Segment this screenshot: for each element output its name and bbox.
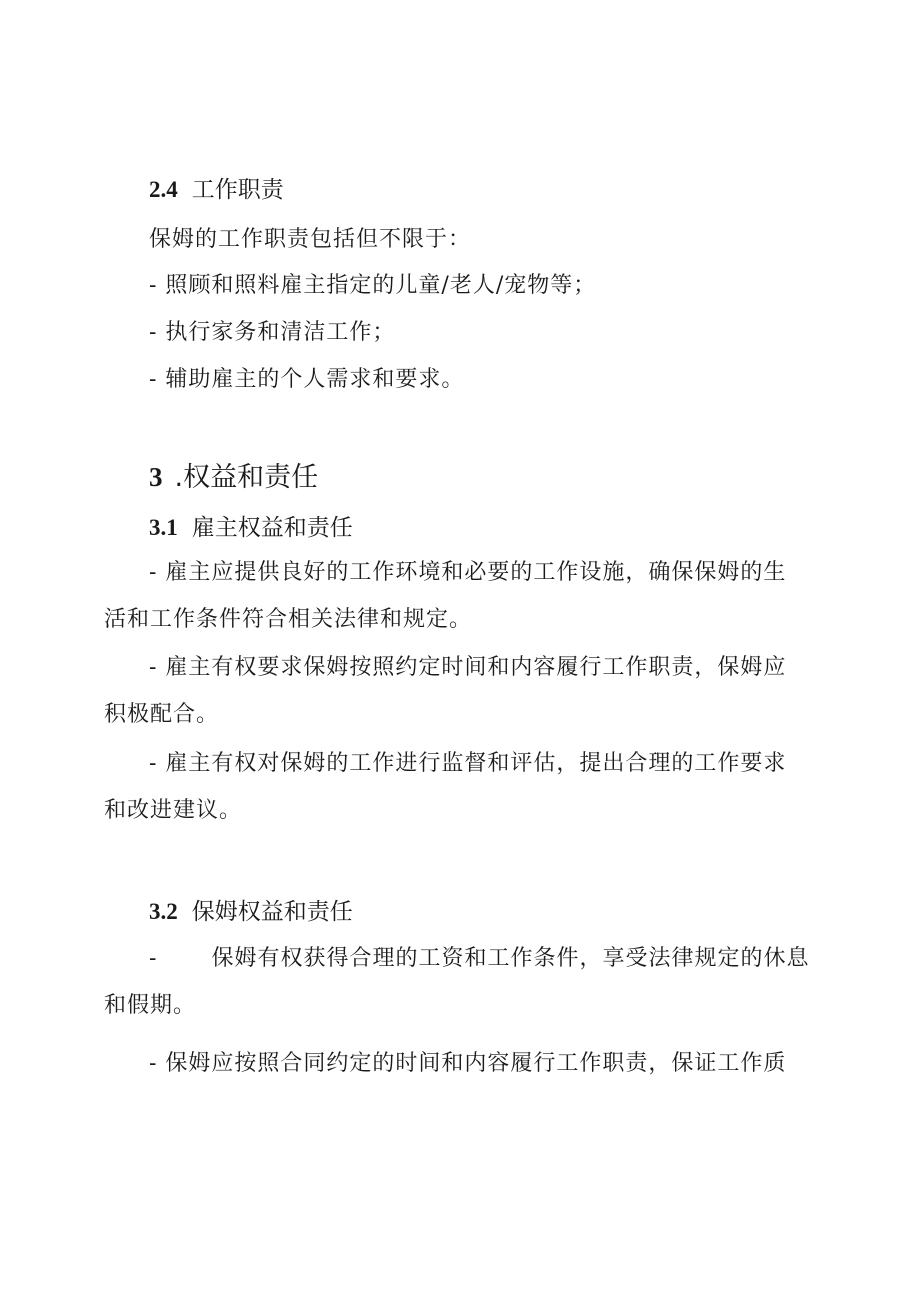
section-number: 3.2	[149, 899, 178, 924]
paragraph-line: - 雇主有权要求保姆按照约定时间和内容履行工作职责，保姆应	[149, 655, 787, 680]
section-title: 雇主权益和责任	[191, 515, 353, 541]
section-2-4-intro: 保姆的工作职责包括但不限于：	[149, 227, 472, 252]
paragraph-line: 和假期。	[104, 993, 197, 1018]
paragraph-line: 和改进建议。	[104, 798, 243, 823]
section-number: 3	[149, 462, 163, 492]
paragraph-line: - 保姆应按照合同约定的时间和内容履行工作职责，保证工作质	[149, 1051, 787, 1076]
paragraph-line: 积极配合。	[104, 702, 220, 727]
section-number: 3.1	[149, 515, 178, 540]
section-3-heading	[149, 464, 318, 491]
duty-item: - 执行家务和清洁工作；	[149, 320, 396, 345]
section-3-2-heading	[149, 900, 353, 924]
paragraph-line	[149, 948, 809, 970]
list-dash: -	[149, 946, 158, 971]
section-title: 保姆权益和责任	[191, 899, 353, 925]
paragraph-line: - 雇主有权对保姆的工作进行监督和评估，提出合理的工作要求	[149, 751, 787, 776]
duty-item: - 辅助雇主的个人需求和要求。	[149, 367, 465, 392]
section-number: 2.4	[149, 177, 178, 202]
section-2-4-heading	[149, 178, 284, 202]
paragraph-line: 活和工作条件符合相关法律和规定。	[104, 607, 473, 632]
section-title: 工作职责	[191, 177, 284, 203]
section-3-1-heading	[149, 516, 353, 540]
section-title: .权益和责任	[174, 462, 319, 493]
duty-item: - 照顾和照料雇主指定的儿童/老人/宠物等；	[149, 273, 597, 298]
paragraph-text: 保姆有权获得合理的工资和工作条件，享受法律规定的休息	[211, 946, 810, 971]
paragraph-line: - 雇主应提供良好的工作环境和必要的工作设施，确保保姆的生	[149, 560, 787, 585]
